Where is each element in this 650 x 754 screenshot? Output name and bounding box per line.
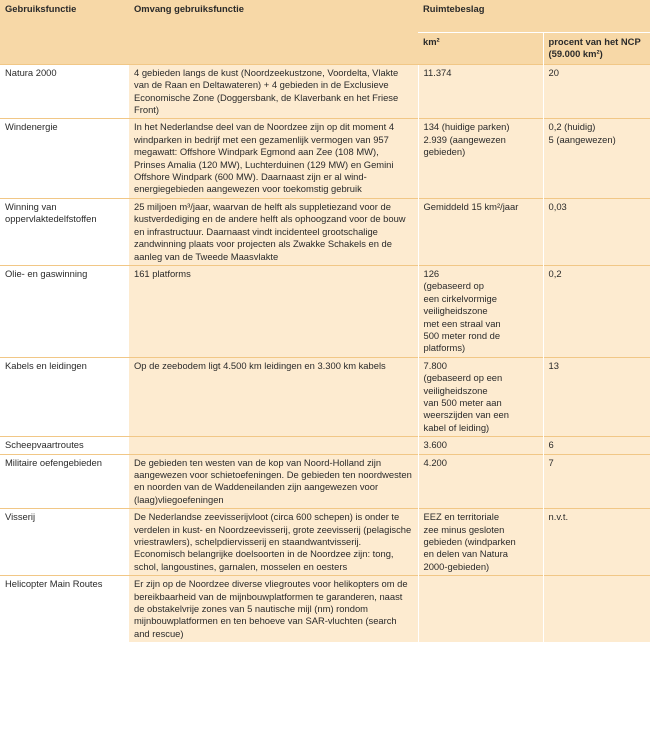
row-percent: 0,2 (huidig) 5 (aangewezen) [543,119,650,198]
row-scope: De Nederlandse zeevisserijvloot (circa 600 schepen) is onder te verdelen in kust- en Noordzeevisserij, grote zeevisserij (pelagische vriestrawlers), schelpdiervisserij en staandwantvisserij. Economisch belangrijke doelsoorten in de Noordzee zijn: tong, schol, langoustines, garnalen, mosselen en oesters [129,509,418,576]
row-scope: 4 gebieden langs de kust (Noordzeekustzone, Voordelta, Vlakte van de Raan en Deltawateren) + 4 gebieden in de Exclusieve Economische Zone (Doggersbank, de Klaverbank en het Friese Front) [129,64,418,119]
row-percent [543,576,650,643]
table-row [0,437,650,454]
header-function: Gebruiksfunctie [0,0,129,64]
row-km2 [418,576,543,643]
row-function: Helicopter Main Routes [0,576,129,643]
row-function: Windenergie [0,119,129,198]
row-function: Olie- en gaswinning [0,265,129,357]
row-scope: 25 miljoen m³/jaar, waarvan de helft als suppletiezand voor de kustverdediging en de andere helft als ophoogzand voor de bouw en infrastructuur. Daarnaast vindt incidenteel grootschalige zandwinning plaats voor projecten als Zwakke Schakels en de aanleg van de Tweede Maasvlakte [129,198,418,265]
row-scope: In het Nederlandse deel van de Noordzee zijn op dit moment 4 windparken in bedrijf met een gezamenlijk vermogen van 957 megawatt: Offshore Windpark Egmond aan Zee (108 MW), Prinses Amalia (120 MW), Luchterduinen (129 MW) en Gemini Offshore Windpark (600 MW). Daarnaast zijn er al wind-energiegebieden aangewezen voor toekomstig gebruik [129,119,418,198]
table-row [0,265,650,357]
row-function: Visserij [0,509,129,576]
row-km2: 7.800 (gebaseerd op een veiligheidszone van 500 meter aan weerszijden van een kabel of leiding) [418,357,543,436]
table-row [0,198,650,265]
row-function: Kabels en leidingen [0,357,129,436]
table-row [0,509,650,576]
row-function: Natura 2000 [0,64,129,119]
row-percent: 20 [543,64,650,119]
row-km2: 3.600 [418,437,543,454]
header-percent: procent van het NCP (59.000 km²) [543,33,650,65]
row-km2: 11.374 [418,64,543,119]
row-percent: 13 [543,357,650,436]
table-header [0,0,650,64]
row-scope: Op de zeebodem ligt 4.500 km leidingen en 3.300 km kabels [129,357,418,436]
row-km2: 134 (huidige parken) 2.939 (aangewezen gebieden) [418,119,543,198]
table-row [0,576,650,643]
row-percent: 7 [543,454,650,509]
header-km2: km² [418,33,543,65]
table-row [0,64,650,119]
row-percent: 0,2 [543,265,650,357]
table-row [0,454,650,509]
row-percent: 6 [543,437,650,454]
row-scope: 161 platforms [129,265,418,357]
row-km2: Gemiddeld 15 km²/jaar [418,198,543,265]
row-function: Scheepvaartroutes [0,437,129,454]
row-km2: 126 (gebaseerd op een cirkelvormige veiligheidszone met een straal van 500 meter rond de platforms) [418,265,543,357]
row-percent: n.v.t. [543,509,650,576]
header-space: Ruimtebeslag [418,0,650,33]
table-row [0,357,650,436]
row-km2: 4.200 [418,454,543,509]
header-scope: Omvang gebruiksfunctie [129,0,418,64]
table-body [0,64,650,642]
row-function: Winning van oppervlaktedelfstoffen [0,198,129,265]
row-scope: Er zijn op de Noordzee diverse vliegroutes voor helikopters om de bereikbaarheid van de mijnbouwplatformen te garanderen, naast de obstakelvrije zones van 5 nautische mijl (nm) rondom mijnbouwplatformen en ten behoeve van SAR-vluchten (search and rescue) [129,576,418,643]
row-function: Militaire oefengebieden [0,454,129,509]
row-scope [129,437,418,454]
row-percent: 0,03 [543,198,650,265]
row-scope: De gebieden ten westen van de kop van Noord-Holland zijn aangewezen voor schietoefeningen. De gebieden ten noordwesten en noorden van de Waddeneilanden zijn aangewezen voor (laag)vliegoefeningen [129,454,418,509]
row-km2: EEZ en territoriale zee minus gesloten gebieden (windparken en delen van Natura 2000-gebieden) [418,509,543,576]
table-row [0,119,650,198]
